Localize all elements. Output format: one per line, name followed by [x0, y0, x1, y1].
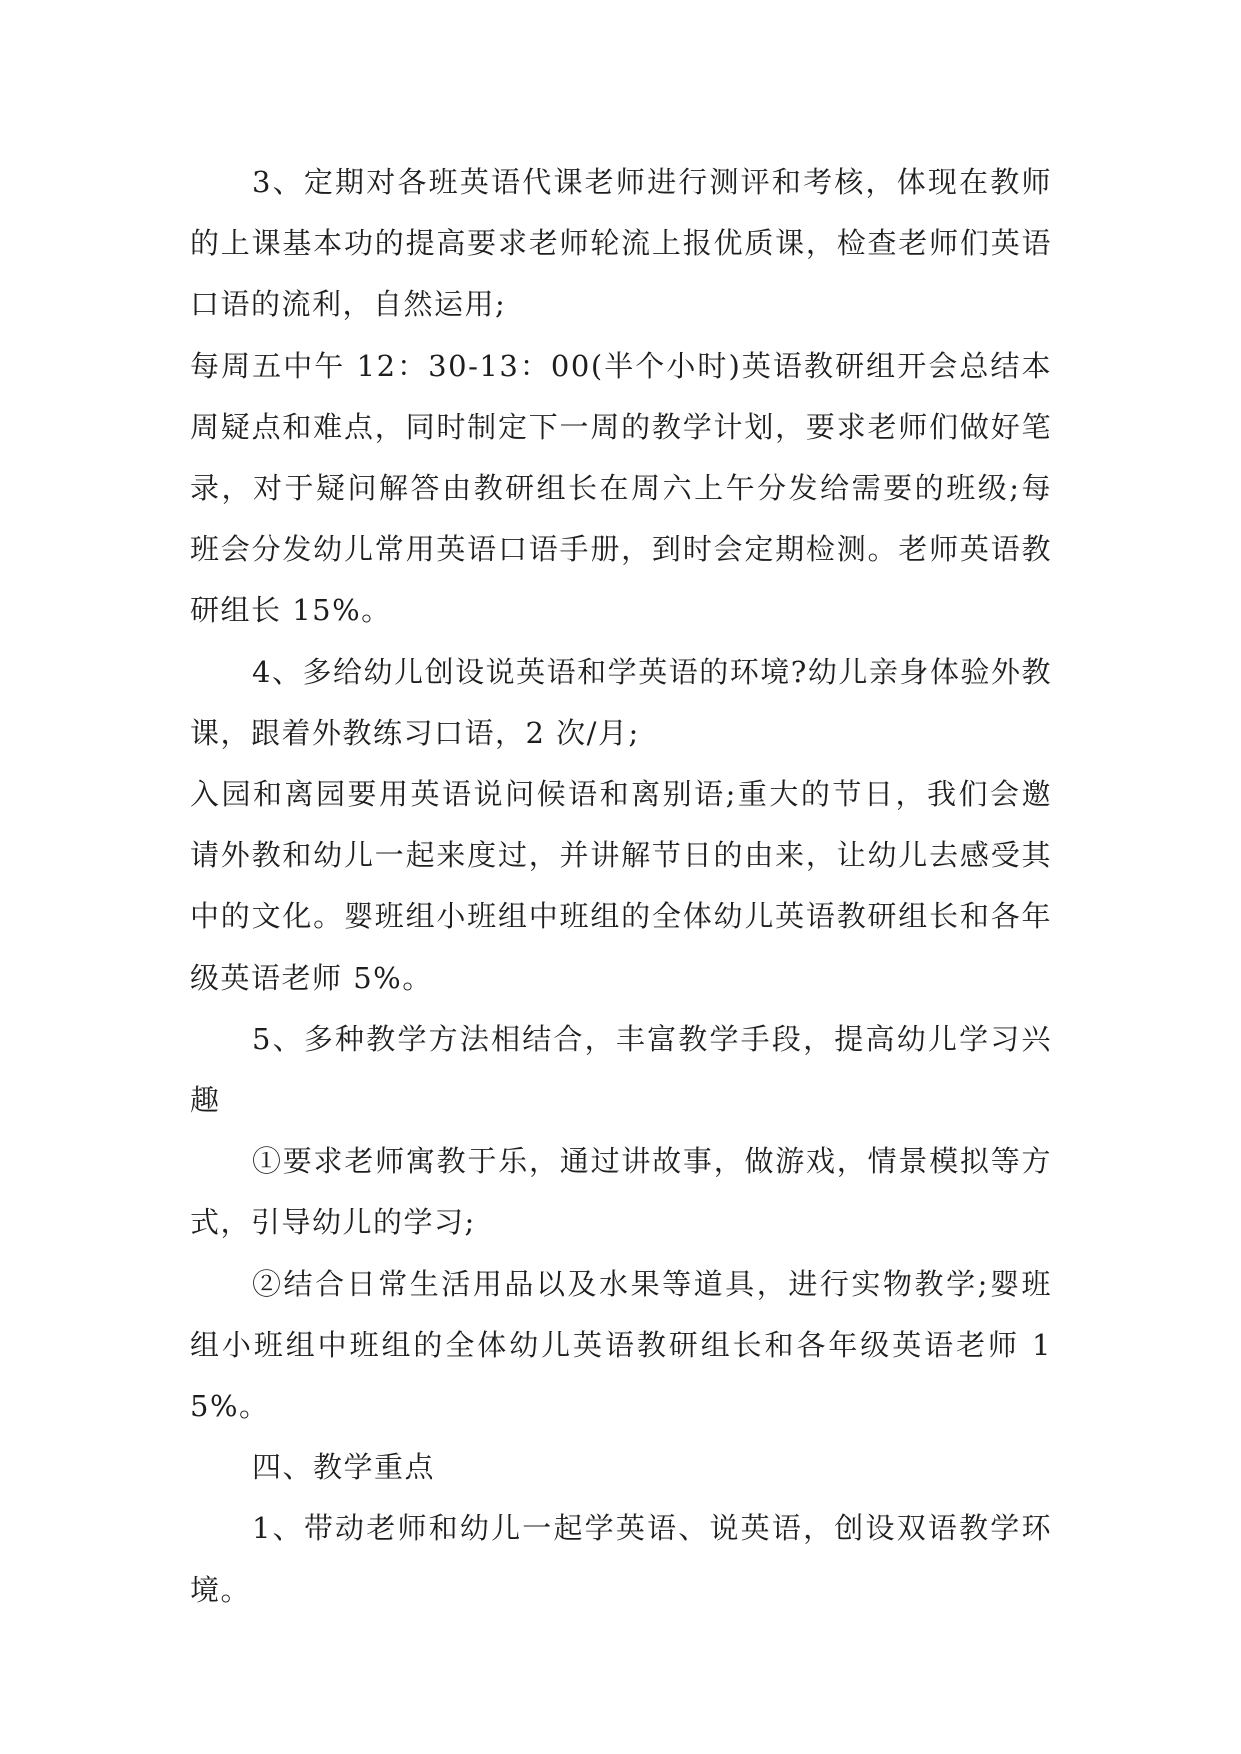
- paragraph-focus-item-1: 1、带动老师和幼儿一起学英语、说英语，创设双语教学环境。: [190, 1511, 1052, 1607]
- paragraph-greetings-and-festivals: 入园和离园要用英语说问候语和离别语;重大的节日，我们会邀请外教和幼儿一起来度过，并讲解节日的由来，让幼儿去感受其中的文化。婴班组小班组中班组的全体幼儿英语教研组长和各年级英语老师 5%。: [190, 777, 1052, 995]
- paragraph-4-english-environment: 4、多给幼儿创设说英语和学英语的环境?幼儿亲身体验外教课，跟着外教练习口语，2 次/月;: [190, 654, 1052, 750]
- paragraph-weekly-meeting: 每周五中午 12：30-13：00(半个小时)英语教研组开会总结本周疑点和难点，同时制定下一周的教学计划，要求老师们做好笔录，对于疑问解答由教研组长在周六上午分发给需要的班级;每班会分发幼儿常用英语口语手册，到时会定期检测。老师英语教研组长 15%。: [190, 348, 1052, 628]
- section-heading-teaching-focus: 四、教学重点: [252, 1450, 436, 1485]
- paragraph-3-english-teacher-assessment: 3、定期对各班英语代课老师进行测评和考核，体现在教师的上课基本功的提高要求老师轮流上报优质课，检查老师们英语口语的流利，自然运用;: [190, 165, 1052, 322]
- paragraph-5-teaching-methods: 5、多种教学方法相结合，丰富教学手段，提高幼儿学习兴趣: [190, 1021, 1052, 1118]
- paragraph-method-item-1: ①要求老师寓教于乐，通过讲故事，做游戏，情景模拟等方式，引导幼儿的学习;: [190, 1144, 1052, 1240]
- document-body: [190, 152, 1052, 1621]
- paragraph-method-item-2: ②结合日常生活用品以及水果等道具，进行实物教学;婴班组小班组中班组的全体幼儿英语教研组长和各年级英语老师 15%。: [190, 1266, 1052, 1424]
